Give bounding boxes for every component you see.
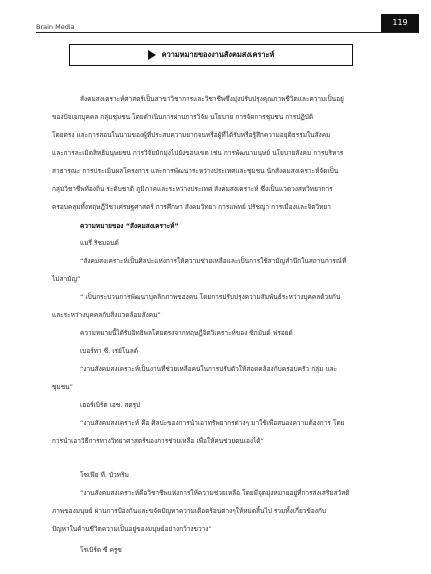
- intro-line: ของปัจเจกบุคคล กลุ่มชุมชน โดยดำเนินการผ่านการวิจัย นโยบาย การจัดการชุมชน การปฏิบัติ: [52, 113, 314, 121]
- definition-author: โซเฟีย ที. บัวทริม: [80, 471, 129, 479]
- intro-line: โดยตรง และการสอนในนามของผู้ที่ประสบความยากจนหรือผู้ที่ได้รับหรือรู้สึกความอยุติธรรมในสังคม: [52, 131, 331, 139]
- definition-quote-line: ภาพของมนุษย์ ผ่านการป้องกันและขจัดปัญหาความเดือดร้อนต่างๆให้หมดสิ้นไป รวมทั้งเกี่ยวข้องกับ: [52, 507, 327, 515]
- definition-quote-line: “งานสังคมสงเคราะห์คือวิชาชีพแห่งการให้ความช่วยเหลือ โดยมีจุดมุ่งหมายอยู่ที่การส่งเสริมสวัสดิ: [80, 489, 350, 497]
- definition-quote-line: การนำเอาวิธีการทางวิทยาศาสตร์ของการช่วยเหลือ เพื่อให้คนช่วยตนเองได้”: [52, 437, 264, 445]
- definition-quote-line: “งานสังคมสงเคราะห์ คือ ศิลปะของการนำเอาทรัพยากรต่างๆ มาใช้เพื่อสนองความต้องการ โดย: [80, 419, 345, 427]
- definitions-heading: ความหมายของ “สังคมสงเคราะห์”: [80, 222, 179, 230]
- intro-line: กลุ่มวิชาชีพท้องถิ่น ระดับชาติ ภูมิภาคและระหว่างประเทศ สังคมสงเคราะห์ ซึ่งเป็นแวดวงสหวิทยาการ: [52, 185, 333, 193]
- intro-line: ครอบคลุมทั้งทฤษฎีวิชาเศรษฐศาสตร์ การศึกษา สังคมวิทยา การแพทย์ ปรัชญา การเมืองและจิตวิทยา: [52, 203, 331, 211]
- intro-line: และการละเมิดสิทธิมนุษยชน การวิจัยมักมุ่งไปยังขอบเขต เช่น การพัฒนามนุษย์ นโยบายสังคม การบริหาร: [52, 149, 344, 157]
- definition-quote-line: “ เป็นกระบวนการพัฒนาบุคลิกภาพของคน โดยการปรับปรุงความสัมพันธ์ระหว่างบุคคลด้วยกัน: [80, 293, 341, 301]
- definition-quote-line: “งานสังคมสงเคราะห์เป็นงานที่ช่วยเหลือคนในการปรับตัวให้สอดคล้องกับครอบครัว กลุ่ม และ: [80, 365, 338, 373]
- header-rule: [36, 32, 419, 33]
- intro-line: สังคมสงเคราะห์ศาสตร์เป็นสาขาวิชาการและวิชาชีพซึ่งมุ่งปรับปรุงคุณภาพชีวิตและความเป็นอยู่: [80, 95, 344, 103]
- definition-quote-line: และระหว่างบุคคลกับสิ่งแวดล้อมสังคม”: [52, 311, 161, 319]
- page-number: 119: [381, 14, 419, 32]
- definition-quote-line: ปัญหาในด้านชีวิตความเป็นอยู่ของมนุษย์อย่างกว้างขวาง”: [52, 525, 212, 533]
- section-title-box: [69, 44, 353, 66]
- section-title: ความหมายของงานสังคมสงเคราะห์: [161, 50, 275, 59]
- intro-line: สาธารณะ การประเมินผลโครงการ และการพัฒนาระหว่างประเทศและชุมชน นักสังคมสงเคราะห์จัดเป็น: [52, 167, 339, 175]
- definition-quote-line: ชุมชน”: [52, 383, 73, 391]
- definition-author: แมรี่ ริชมอนด์: [80, 239, 119, 247]
- definition-note: ความหมายนี้ได้รับอิทธิพลโดยตรงจากทฤษฎีจิตวิเคราะห์ของ ซิกมันด์ ฟรอยด์: [80, 329, 293, 337]
- header-title: Brain Media: [36, 23, 75, 31]
- definition-author: โรเบิร์ต ซี ครูซ: [80, 546, 122, 554]
- definition-quote-line: “สังคมสงเคราะห์เป็นศิลปะแห่งการให้ความช่วยเหลือและเป็นการใช้สามัญสำนึกในสถานการณ์ที่: [80, 257, 347, 265]
- definition-author: เบอร์ทา ซี. เรย์โนลด์: [80, 347, 138, 355]
- definition-quote-line: ไม่สามัญ”: [52, 275, 81, 283]
- definition-author: เฮอร์เบิร์ต เอช. สตรุป: [80, 401, 141, 409]
- arrow-icon: [148, 50, 156, 60]
